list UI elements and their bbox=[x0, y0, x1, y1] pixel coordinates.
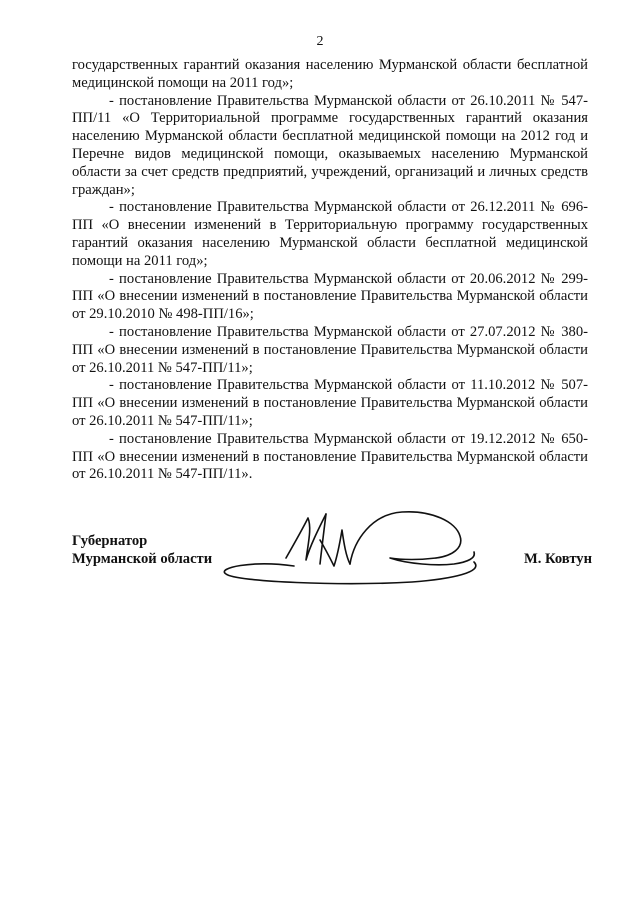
signatory-title bbox=[72, 532, 212, 568]
list-item: - постановление Правительства Мурманской области от 27.07.2012 № 380-ПП «О внесении изменений в постановление Правительства Мурманской области от 26.10.2011 № 547-ПП/11»; bbox=[72, 323, 588, 376]
list-item: - постановление Правительства Мурманской области от 20.06.2012 № 299-ПП «О внесении изменений в постановление Правительства Мурманской области от 29.10.2010 № 498-ПП/16»; bbox=[72, 270, 588, 323]
signature-block bbox=[72, 500, 592, 590]
list-item: - постановление Правительства Мурманской области от 26.12.2011 № 696-ПП «О внесении изменений в Территориальную программу государственных гарантий оказания населению Мурманской области бесплатной медицинской помощи на 2011 год»; bbox=[72, 199, 588, 269]
document-body bbox=[72, 57, 588, 484]
page-number: 2 bbox=[316, 34, 324, 49]
list-item: - постановление Правительства Мурманской области от 26.10.2011 № 547-ПП/11 «О Территориальной программе государственных гарантий оказания населению Мурманской области бесплатной медицинской помощи на 2012 год и Перечне видов медицинской помощи, оказываемых населению Мурманской области за счет средств предприятий, учреждений, организаций и личных средств граждан»; bbox=[72, 92, 588, 198]
handwritten-signature bbox=[222, 500, 502, 590]
signatory-title-line1: Губернатор bbox=[72, 533, 148, 549]
signatory-name: М. Ковтун bbox=[523, 551, 592, 567]
paragraph-continuation: государственных гарантий оказания населению Мурманской области бесплатной медицинской помощи на 2011 год»; bbox=[72, 57, 588, 91]
list-item: - постановление Правительства Мурманской области от 11.10.2012 № 507-ПП «О внесении изменений в постановление Правительства Мурманской области от 26.10.2011 № 547-ПП/11»; bbox=[72, 377, 588, 429]
signatory-title-line2: Мурманской области bbox=[72, 551, 213, 567]
list-item: - постановление Правительства Мурманской области от 19.12.2012 № 650-ПП «О внесении изменений в постановление Правительства Мурманской области от 26.10.2011 № 547-ПП/11». bbox=[72, 430, 588, 483]
